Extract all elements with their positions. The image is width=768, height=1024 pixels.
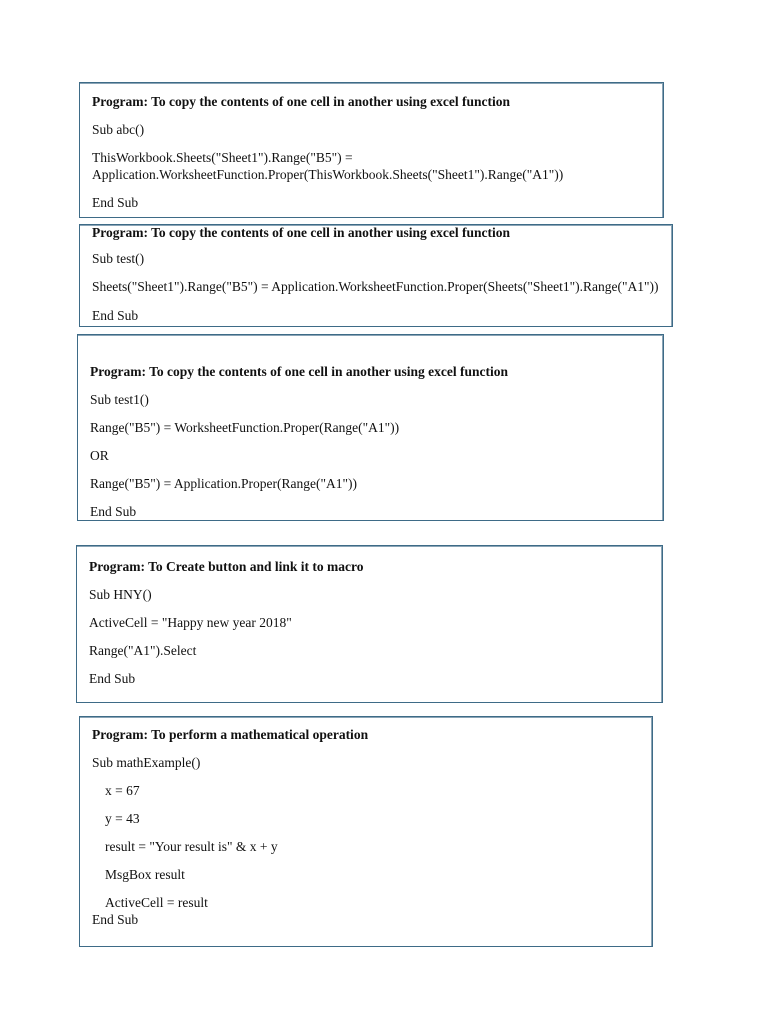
code-line: End Sub [92, 195, 139, 210]
code-line: Range("B5") = WorksheetFunction.Proper(Range("A1")) [90, 420, 400, 435]
code-line: y = 43 [105, 811, 140, 826]
code-line: Sub test1() [90, 392, 149, 407]
code-line: MsgBox result [105, 867, 185, 882]
code-box-2 [79, 224, 673, 327]
code-box-1 [79, 82, 664, 218]
code-line: ActiveCell = "Happy new year 2018" [89, 615, 292, 630]
code-line: End Sub [89, 671, 136, 686]
code-line: Sub mathExample() [92, 755, 201, 770]
code-line: OR [90, 448, 109, 463]
code-line: Sub HNY() [89, 587, 152, 602]
code-box-3 [77, 334, 664, 521]
code-line: result = "Your result is" & x + y [105, 839, 278, 854]
code-box-4 [76, 545, 663, 703]
program-title: Program: To copy the contents of one cell in another using excel function [92, 225, 510, 240]
code-line: End Sub [92, 308, 139, 323]
program-title: Program: To Create button and link it to macro [89, 559, 364, 574]
program-title: Program: To copy the contents of one cell in another using excel function [90, 364, 508, 379]
code-line: Range("B5") = Application.Proper(Range("A1")) [90, 476, 357, 491]
code-line: Application.WorksheetFunction.Proper(ThisWorkbook.Sheets("Sheet1").Range("A1")) [92, 167, 564, 182]
code-line: Sub test() [92, 251, 145, 266]
code-line: Sub abc() [92, 122, 145, 137]
program-title: Program: To copy the contents of one cell in another using excel function [92, 94, 510, 109]
program-title: Program: To perform a mathematical operation [92, 727, 369, 742]
code-line: ActiveCell = result [105, 895, 208, 910]
code-line: Range("A1").Select [89, 643, 197, 658]
code-line: ThisWorkbook.Sheets("Sheet1").Range("B5") = [92, 150, 353, 165]
code-line: Sheets("Sheet1").Range("B5") = Application.WorksheetFunction.Proper(Sheets("Sheet1").Range("A1")) [92, 279, 659, 294]
code-line: End Sub [92, 912, 139, 927]
code-line: End Sub [90, 504, 137, 519]
code-box-5 [79, 716, 653, 947]
code-line: x = 67 [105, 783, 140, 798]
